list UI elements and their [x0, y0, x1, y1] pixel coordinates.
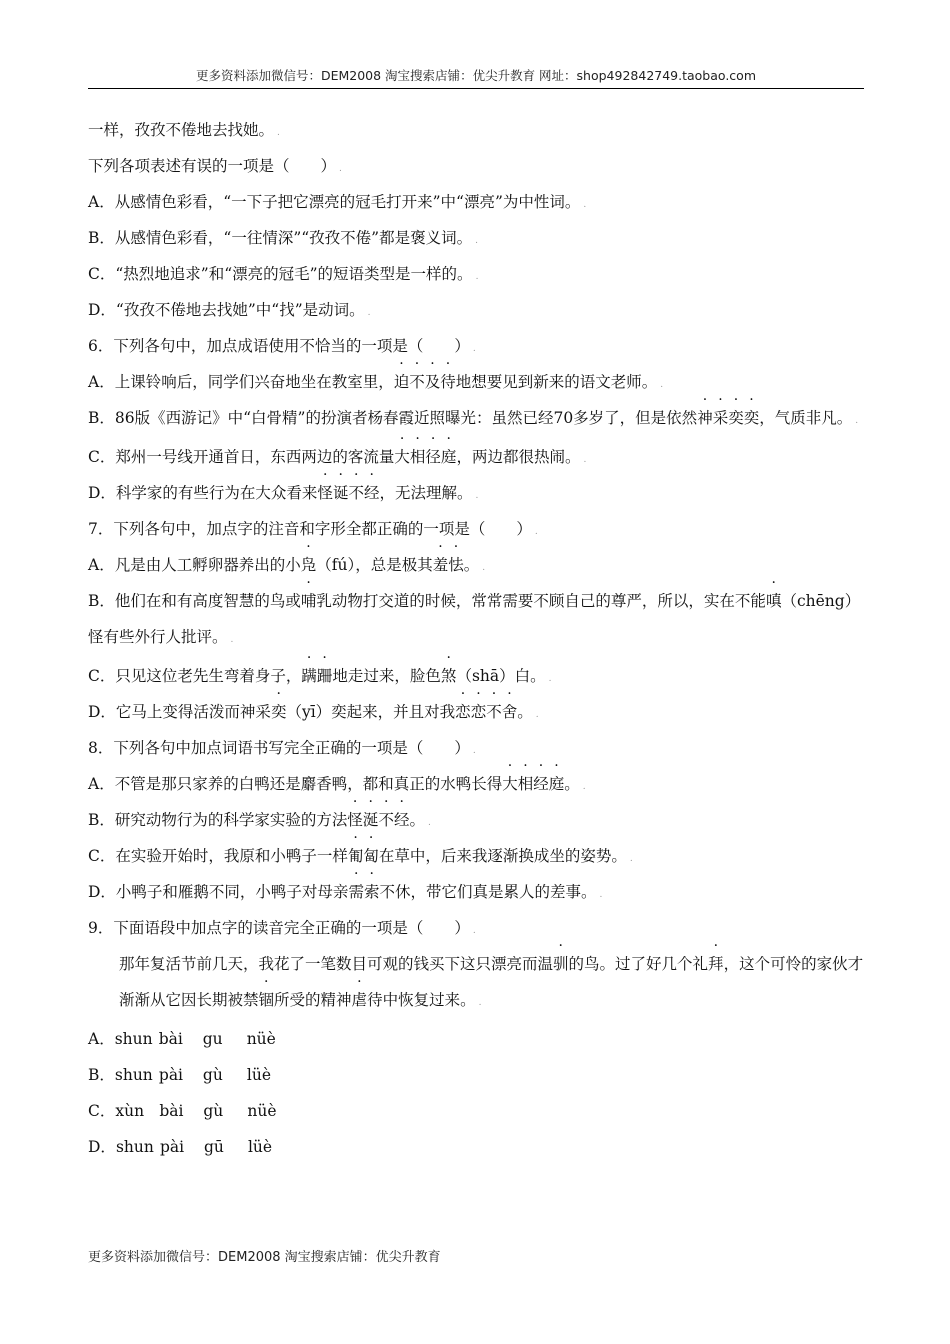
emphasis-dot-char: 需	[348, 883, 364, 901]
emphasis-dot-char: 大	[394, 448, 410, 466]
emphasis-dot-char: 庭	[548, 775, 565, 793]
emphasis-dot-char: 拜	[708, 955, 724, 973]
emphasis-dot-char: 不	[486, 703, 502, 721]
question-6: 6．下列各句中，加点成语使用不恰当的一项是（ ） .	[88, 337, 476, 355]
emphasis-dot-char: 奕	[728, 409, 744, 427]
document-body	[88, 112, 864, 1165]
dotted-phrase	[394, 373, 456, 391]
q6-option-c: C．郑州一号线开通首日，东西两边的客流量大相径庭，两边都很热闹。 .	[88, 448, 587, 466]
emphasis-dot-char: 大	[502, 775, 518, 793]
emphasis-dot-char: 神	[697, 409, 713, 427]
emphasis-dot-char: 采	[712, 409, 729, 427]
dotted-phrase	[502, 775, 564, 793]
question-9: 9．下面语段中加点字的读音完全正确的一项是（ ） .	[88, 919, 476, 937]
emphasis-dot-char: 索	[363, 883, 380, 901]
q6-option-a: A．上课铃响后，同学们兴奋地坐在教室里，迫不及待地想要见到新来的语文老师。 .	[88, 373, 664, 391]
question-stem: 下列各项表述有误的一项是（ ） .	[88, 157, 342, 175]
emphasis-dot-char: 庭	[440, 448, 457, 466]
emphasis-dot-char: 恋	[470, 703, 487, 721]
q6-option-d: D．科学家的有些行为在大众看来怪诞不经，无法理解。 .	[88, 484, 479, 502]
emphasis-dot-char: 虐	[351, 991, 368, 1009]
question-8: 8．下列各句中加点词语书写完全正确的一项是（ ） .	[88, 739, 476, 757]
dotted-phrase	[394, 448, 456, 466]
emphasis-dot-char: 羞	[432, 556, 449, 574]
emphasis-dot-char: 经	[363, 484, 380, 502]
option-a: A．从感情色彩看，“一下子把它漂亮的冠毛打开来”中“漂亮”为中性词。 .	[88, 193, 587, 211]
q7-option-c: C．只见这位老先生弯着身子，蹒跚地走过来，脸色煞（shā）白。 .	[88, 667, 552, 685]
emphasis-dot-char: 径	[425, 448, 441, 466]
emphasis-dot-char: 匍	[347, 847, 364, 865]
dotted-phrase	[348, 847, 379, 865]
emphasis-dot-char: 驯	[553, 955, 569, 973]
emphasis-dot-char: 怯	[448, 556, 464, 574]
q8-option-a: A．不管是那只家养的白鸭还是麝香鸭，都和真正的水鸭长得大相经庭。 .	[88, 775, 586, 793]
page-footer: 更多资料添加微信号：DEM2008 淘宝搜索店铺：优尖升教育	[88, 1250, 441, 1265]
emphasis-dot-char: 奕	[743, 409, 760, 427]
dotted-phrase	[697, 409, 759, 427]
emphasis-dot-char: 怪	[347, 811, 363, 829]
q7-option-b: B．他们在和有高度智慧的鸟或哺乳动物打交道的时候，常常需要不顾自己的尊严，所以，实在不能嗔（chēng）怪有些外行人批评。 .	[88, 592, 861, 646]
dotted-char	[301, 556, 317, 574]
emphasis-dot-char: 舍	[501, 703, 518, 721]
dotted-char	[259, 991, 275, 1009]
emphasis-dot-char: 涎	[362, 811, 379, 829]
emphasis-dot-char: 不	[348, 484, 364, 502]
q7-option-a: A．凡是由人工孵卵器养出的小凫（fú），总是极其羞怯。 .	[88, 556, 486, 574]
dotted-char	[433, 556, 464, 574]
text-line: 一样，孜孜不倦地去找她。 .	[88, 121, 280, 139]
q6-option-b: B．86版《西游记》中“白骨精”的扮演者杨春霞近照曝光：虽然已经70多岁了，但是依然神采奕奕，气质非凡。 .	[88, 409, 859, 427]
emphasis-dot-char: 煞	[440, 667, 457, 685]
q8-option-c: C．在实验开始时，我原和小鸭子一样匍匐在草中，后来我逐渐换成坐的姿势。 .	[88, 847, 633, 865]
emphasis-dot-char: 待	[440, 373, 456, 391]
emphasis-dot-char: 匐	[363, 847, 379, 865]
dotted-char	[455, 703, 517, 721]
emphasis-dot-char: 迫	[393, 373, 410, 391]
dotted-char	[301, 667, 332, 685]
emphasis-dot-char: 怪	[317, 484, 333, 502]
dotted-char	[766, 592, 782, 610]
emphasis-dot-char: 跚	[316, 667, 333, 685]
dotted-phrase	[347, 811, 409, 829]
emphasis-dot-char: 嗔	[765, 592, 782, 610]
emphasis-dot-char: 相	[517, 775, 534, 793]
emphasis-dot-char: 凫	[300, 556, 317, 574]
emphasis-dot-char: 不	[409, 373, 425, 391]
dotted-char	[352, 991, 368, 1009]
emphasis-dot-char: 经	[533, 775, 549, 793]
q9-option-b: B．shun pài gù lüè	[88, 1066, 272, 1084]
option-b: B．从感情色彩看，“一往情深”“孜孜不倦”都是褒义词。 .	[88, 229, 478, 247]
q8-option-b: B．研究动物行为的科学家实验的方法怪涎不经。 .	[88, 811, 431, 829]
dotted-char	[708, 955, 724, 973]
emphasis-dot-char: 经	[393, 811, 410, 829]
option-d: D．“孜孜不倦地去找她”中“找”是动词。 .	[88, 301, 371, 319]
emphasis-dot-char: 诞	[332, 484, 349, 502]
emphasis-dot-char: 不	[378, 811, 394, 829]
page-header: 更多资料添加微信号：DEM2008 淘宝搜索店铺：优尖升教育 网址：shop492842749.taobao.com	[88, 68, 864, 89]
emphasis-dot-char: 恋	[455, 703, 471, 721]
dotted-phrase	[348, 883, 379, 901]
emphasis-dot-char: 锢	[258, 991, 275, 1009]
q7-option-d: D．它马上变得活泼而神采奕（yī）奕起来，并且对我恋恋不舍。 .	[88, 703, 539, 721]
dotted-phrase	[317, 484, 379, 502]
q9-passage: 那年复活节前几天，我花了一笔数目可观的钱买下这只漂亮而温驯的鸟。过了好几个礼拜，这个可怜的家伙才渐渐从它因长期被禁锢所受的精神虐待中恢复过来。 .	[119, 955, 864, 1009]
emphasis-dot-char: 奕	[270, 703, 287, 721]
q8-option-d: D．小鸭子和雁鹅不同，小鸭子对母亲需索不休，带它们真是累人的差事。 .	[88, 883, 603, 901]
q9-option-c: C．xùn bài gù nüè	[88, 1102, 277, 1120]
dotted-char	[271, 703, 287, 721]
q9-option-d: D．shun pài gū lüè	[88, 1138, 273, 1156]
dotted-char	[553, 955, 569, 973]
emphasis-dot-char: 及	[424, 373, 441, 391]
question-7: 7．下列各句中，加点字的注音和字形全都正确的一项是（ ） .	[88, 520, 538, 538]
emphasis-dot-char: 蹒	[301, 667, 317, 685]
option-c: C．“热烈地追求”和“漂亮的冠毛”的短语类型是一样的。 .	[88, 265, 479, 283]
dotted-char	[441, 667, 457, 685]
emphasis-dot-char: 哺	[300, 592, 317, 610]
dotted-char	[301, 592, 317, 610]
q9-option-a: A．shun bài gu nüè	[88, 1030, 276, 1048]
emphasis-dot-char: 相	[409, 448, 426, 466]
